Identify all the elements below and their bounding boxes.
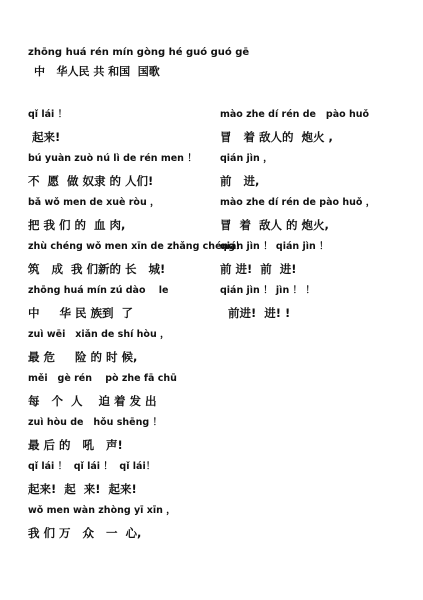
lyric-hanzi-line: 前 进! 前 进!	[220, 262, 297, 276]
lyric-hanzi-line: 冒 着 敌人 的 炮火,	[220, 218, 329, 232]
lyric-pinyin-line: qǐ lái ！ qǐ lái ！ qǐ lái！	[28, 461, 156, 472]
lyric-hanzi-line: 起来!	[28, 130, 61, 144]
lyric-pinyin-line: zuì wēi xiǎn de shí hòu ，	[28, 329, 170, 340]
lyric-hanzi-line: 把 我 们 的 血 肉,	[28, 218, 126, 232]
lyric-hanzi-line: 最 后 的 吼 声!	[28, 438, 123, 452]
lyric-pinyin-line: bú yuàn zuò nú lì de rén men ！	[28, 153, 197, 164]
lyric-hanzi-line: 每 个 人 迫 着 发 出	[28, 394, 157, 408]
lyric-pinyin-line: qián jìn ！ jìn ！ ！	[220, 285, 315, 296]
anthem-title	[28, 46, 408, 80]
lyric-hanzi-line: 不 愿 做 奴隶 的 人们!	[28, 174, 154, 188]
lyric-pinyin-line: mào zhe dí rén de pào huǒ	[220, 109, 370, 120]
lyric-hanzi-line: 冒 着 敌人的 炮火 ,	[220, 130, 333, 144]
lyrics-right-column	[220, 104, 410, 324]
lyric-hanzi-line: 前 进,	[220, 174, 260, 188]
title-hanzi: 中 华人民 共 和国 国歌	[34, 65, 160, 78]
lyric-hanzi-line: 中 华 民 族到 了	[28, 306, 134, 320]
lyric-hanzi-line: 最 危 险 的 时 候,	[28, 350, 138, 364]
lyric-hanzi-line: 前进! 进! !	[220, 306, 291, 320]
lyric-pinyin-line: měi gè rén pò zhe fā chū	[28, 373, 177, 384]
lyric-hanzi-line: 筑 成 我 们新的 长 城!	[28, 262, 166, 276]
lyric-pinyin-line: wǒ men wàn zhòng yī xīn ，	[28, 505, 176, 516]
lyric-hanzi-line: 我 们 万 众 一 心,	[28, 526, 142, 540]
lyric-pinyin-line: zuì hòu de hǒu shēng ！	[28, 417, 162, 428]
lyric-pinyin-line: mào zhe dí rén de pào huǒ ，	[220, 197, 376, 208]
lyric-pinyin-line: bǎ wǒ men de xuè ròu ，	[28, 197, 160, 208]
title-pinyin: zhōng huá rén mín gòng hé guó guó gē	[28, 47, 250, 58]
lyric-pinyin-line: zhù chéng wǒ men xīn de zhǎng chéng！	[28, 241, 245, 252]
lyric-pinyin-line: qián jìn ，	[220, 153, 273, 164]
lyric-pinyin-line: qián jìn ！ qián jìn ！	[220, 241, 329, 252]
lyric-hanzi-line: 起来! 起 来! 起来!	[28, 482, 137, 496]
lyric-pinyin-line: qǐ lái ！	[28, 109, 68, 120]
lyric-pinyin-line: zhōng huá mín zú dào le	[28, 285, 169, 296]
